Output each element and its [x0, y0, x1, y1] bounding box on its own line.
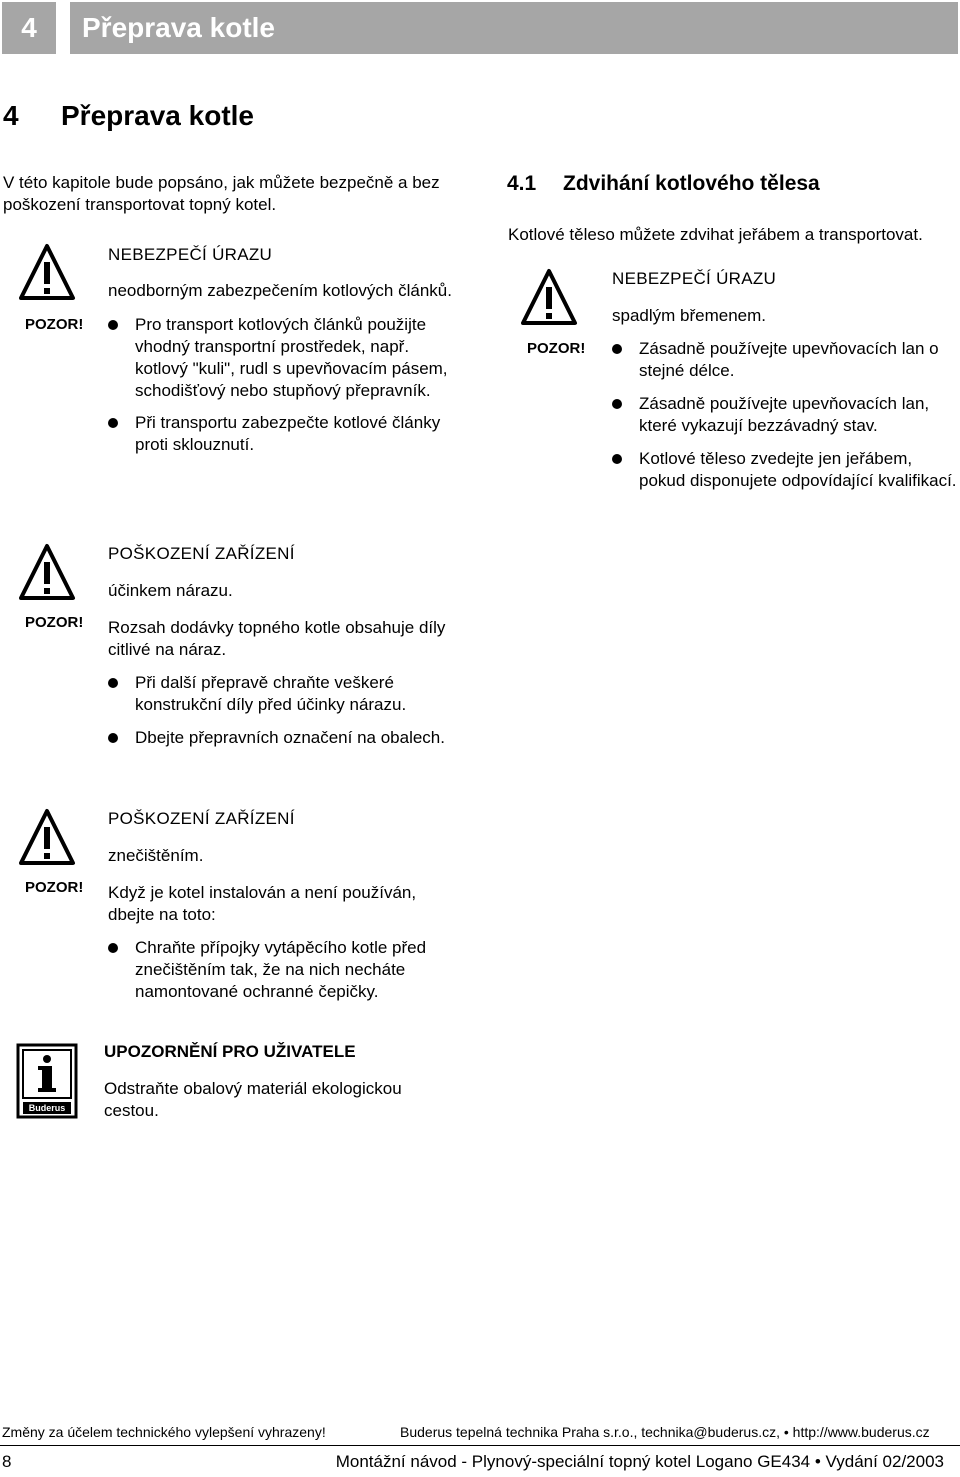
- warning-triangle-icon: [18, 243, 76, 303]
- footer-contact: Buderus tepelná technika Praha s.r.o., technika@buderus.cz, • http://www.buderus.cz: [400, 1424, 930, 1440]
- warning-damage-dirt: [108, 808, 458, 1003]
- chapter-number: 4: [3, 100, 19, 131]
- warning-text: Když je kotel instalován a není používán, dbejte na toto:: [108, 883, 417, 924]
- warning-cause: spadlým břemenem.: [612, 306, 767, 325]
- list-item: Dbejte přepravních označení na obalech.: [108, 727, 458, 749]
- list-item: Při transportu zabezpečte kotlové články proti sklouznutí.: [108, 412, 458, 456]
- note-text: Odstraňte obalový materiál ekologickou cestou.: [104, 1079, 402, 1120]
- warning-label: POZOR!: [25, 614, 84, 631]
- section-heading: [507, 172, 820, 196]
- warning-label: POZOR!: [25, 316, 84, 333]
- footer-divider: [0, 1445, 960, 1446]
- buderus-logo: Buderus: [28, 1103, 66, 1113]
- warning-injury-1: [108, 244, 458, 456]
- list-item: Při další přepravě chraňte veškeré konstrukční díly před účinky nárazu.: [108, 672, 458, 716]
- header-chapter-number: 4: [2, 2, 56, 54]
- warning-cause: znečištěním.: [108, 846, 204, 865]
- warning-title: NEBEZPEČÍ ÚRAZU: [612, 269, 777, 288]
- bullet-icon: [108, 678, 118, 688]
- warning-title: POŠKOZENÍ ZAŘÍZENÍ: [108, 809, 295, 828]
- list-item: Kotlové těleso zvedejte jen jeřábem, pokud disponujete odpovídající kvalifikací.: [612, 448, 957, 492]
- bullet-icon: [108, 943, 118, 953]
- section-number: 4.1: [507, 172, 537, 195]
- bullet-icon: [612, 454, 622, 464]
- warning-label: POZOR!: [527, 340, 586, 357]
- warning-cause: neodborným zabezpečením kotlových článků.: [108, 281, 452, 300]
- bullet-icon: [108, 733, 118, 743]
- page-number: 8: [2, 1452, 12, 1471]
- user-note: [104, 1041, 454, 1122]
- note-title: UPOZORNĚNÍ PRO UŽIVATELE: [104, 1042, 356, 1061]
- bullet-icon: [108, 320, 118, 330]
- chapter-title: Přeprava kotle: [61, 100, 254, 131]
- warning-cause: účinkem nárazu.: [108, 581, 233, 600]
- list-item: Chraňte přípojky vytápěcího kotle před znečištěním tak, že na nich necháte namontované ochranné čepičky.: [108, 937, 458, 1003]
- bullet-icon: [612, 344, 622, 354]
- section-title: Zdvihání kotlového tělesa: [563, 172, 820, 195]
- chapter-heading: [3, 100, 254, 132]
- warning-label: POZOR!: [25, 879, 84, 896]
- bullet-icon: [612, 399, 622, 409]
- warning-title: POŠKOZENÍ ZAŘÍZENÍ: [108, 544, 295, 563]
- warning-text: Rozsah dodávky topného kotle obsahuje díly citlivé na náraz.: [108, 618, 446, 659]
- section-intro: Kotlové těleso můžete zdvihat jeřábem a transportovat.: [508, 225, 923, 244]
- warning-damage-impact: [108, 543, 458, 749]
- document-title: Montážní návod - Plynový-speciální topný kotel Logano GE434 • Vydání 02/2003: [335, 1452, 944, 1471]
- warning-triangle-icon: [520, 268, 578, 328]
- warning-title: NEBEZPEČÍ ÚRAZU: [108, 245, 273, 264]
- bullet-icon: [108, 418, 118, 428]
- footer-notice: Změny za účelem technického vylepšení vyhrazeny!: [2, 1424, 326, 1440]
- list-item: Zásadně používejte upevňovacích lan, které vykazují bezzávadný stav.: [612, 393, 957, 437]
- list-item: Zásadně používejte upevňovacích lan o stejné délce.: [612, 338, 957, 382]
- header-chapter-title: Přeprava kotle: [70, 2, 958, 54]
- warning-triangle-icon: [18, 808, 76, 868]
- intro-text: V této kapitole bude popsáno, jak můžete bezpečně a bez poškození transportovat topný kotel.: [3, 173, 440, 214]
- warning-triangle-icon: [18, 543, 76, 603]
- list-item: Pro transport kotlových článků použijte vhodný transportní prostředek, např. kotlový "kuli", rudl s upevňovacím pásem, schodišťový nebo stupňový přepravník.: [108, 314, 458, 402]
- warning-injury-2: [612, 268, 957, 492]
